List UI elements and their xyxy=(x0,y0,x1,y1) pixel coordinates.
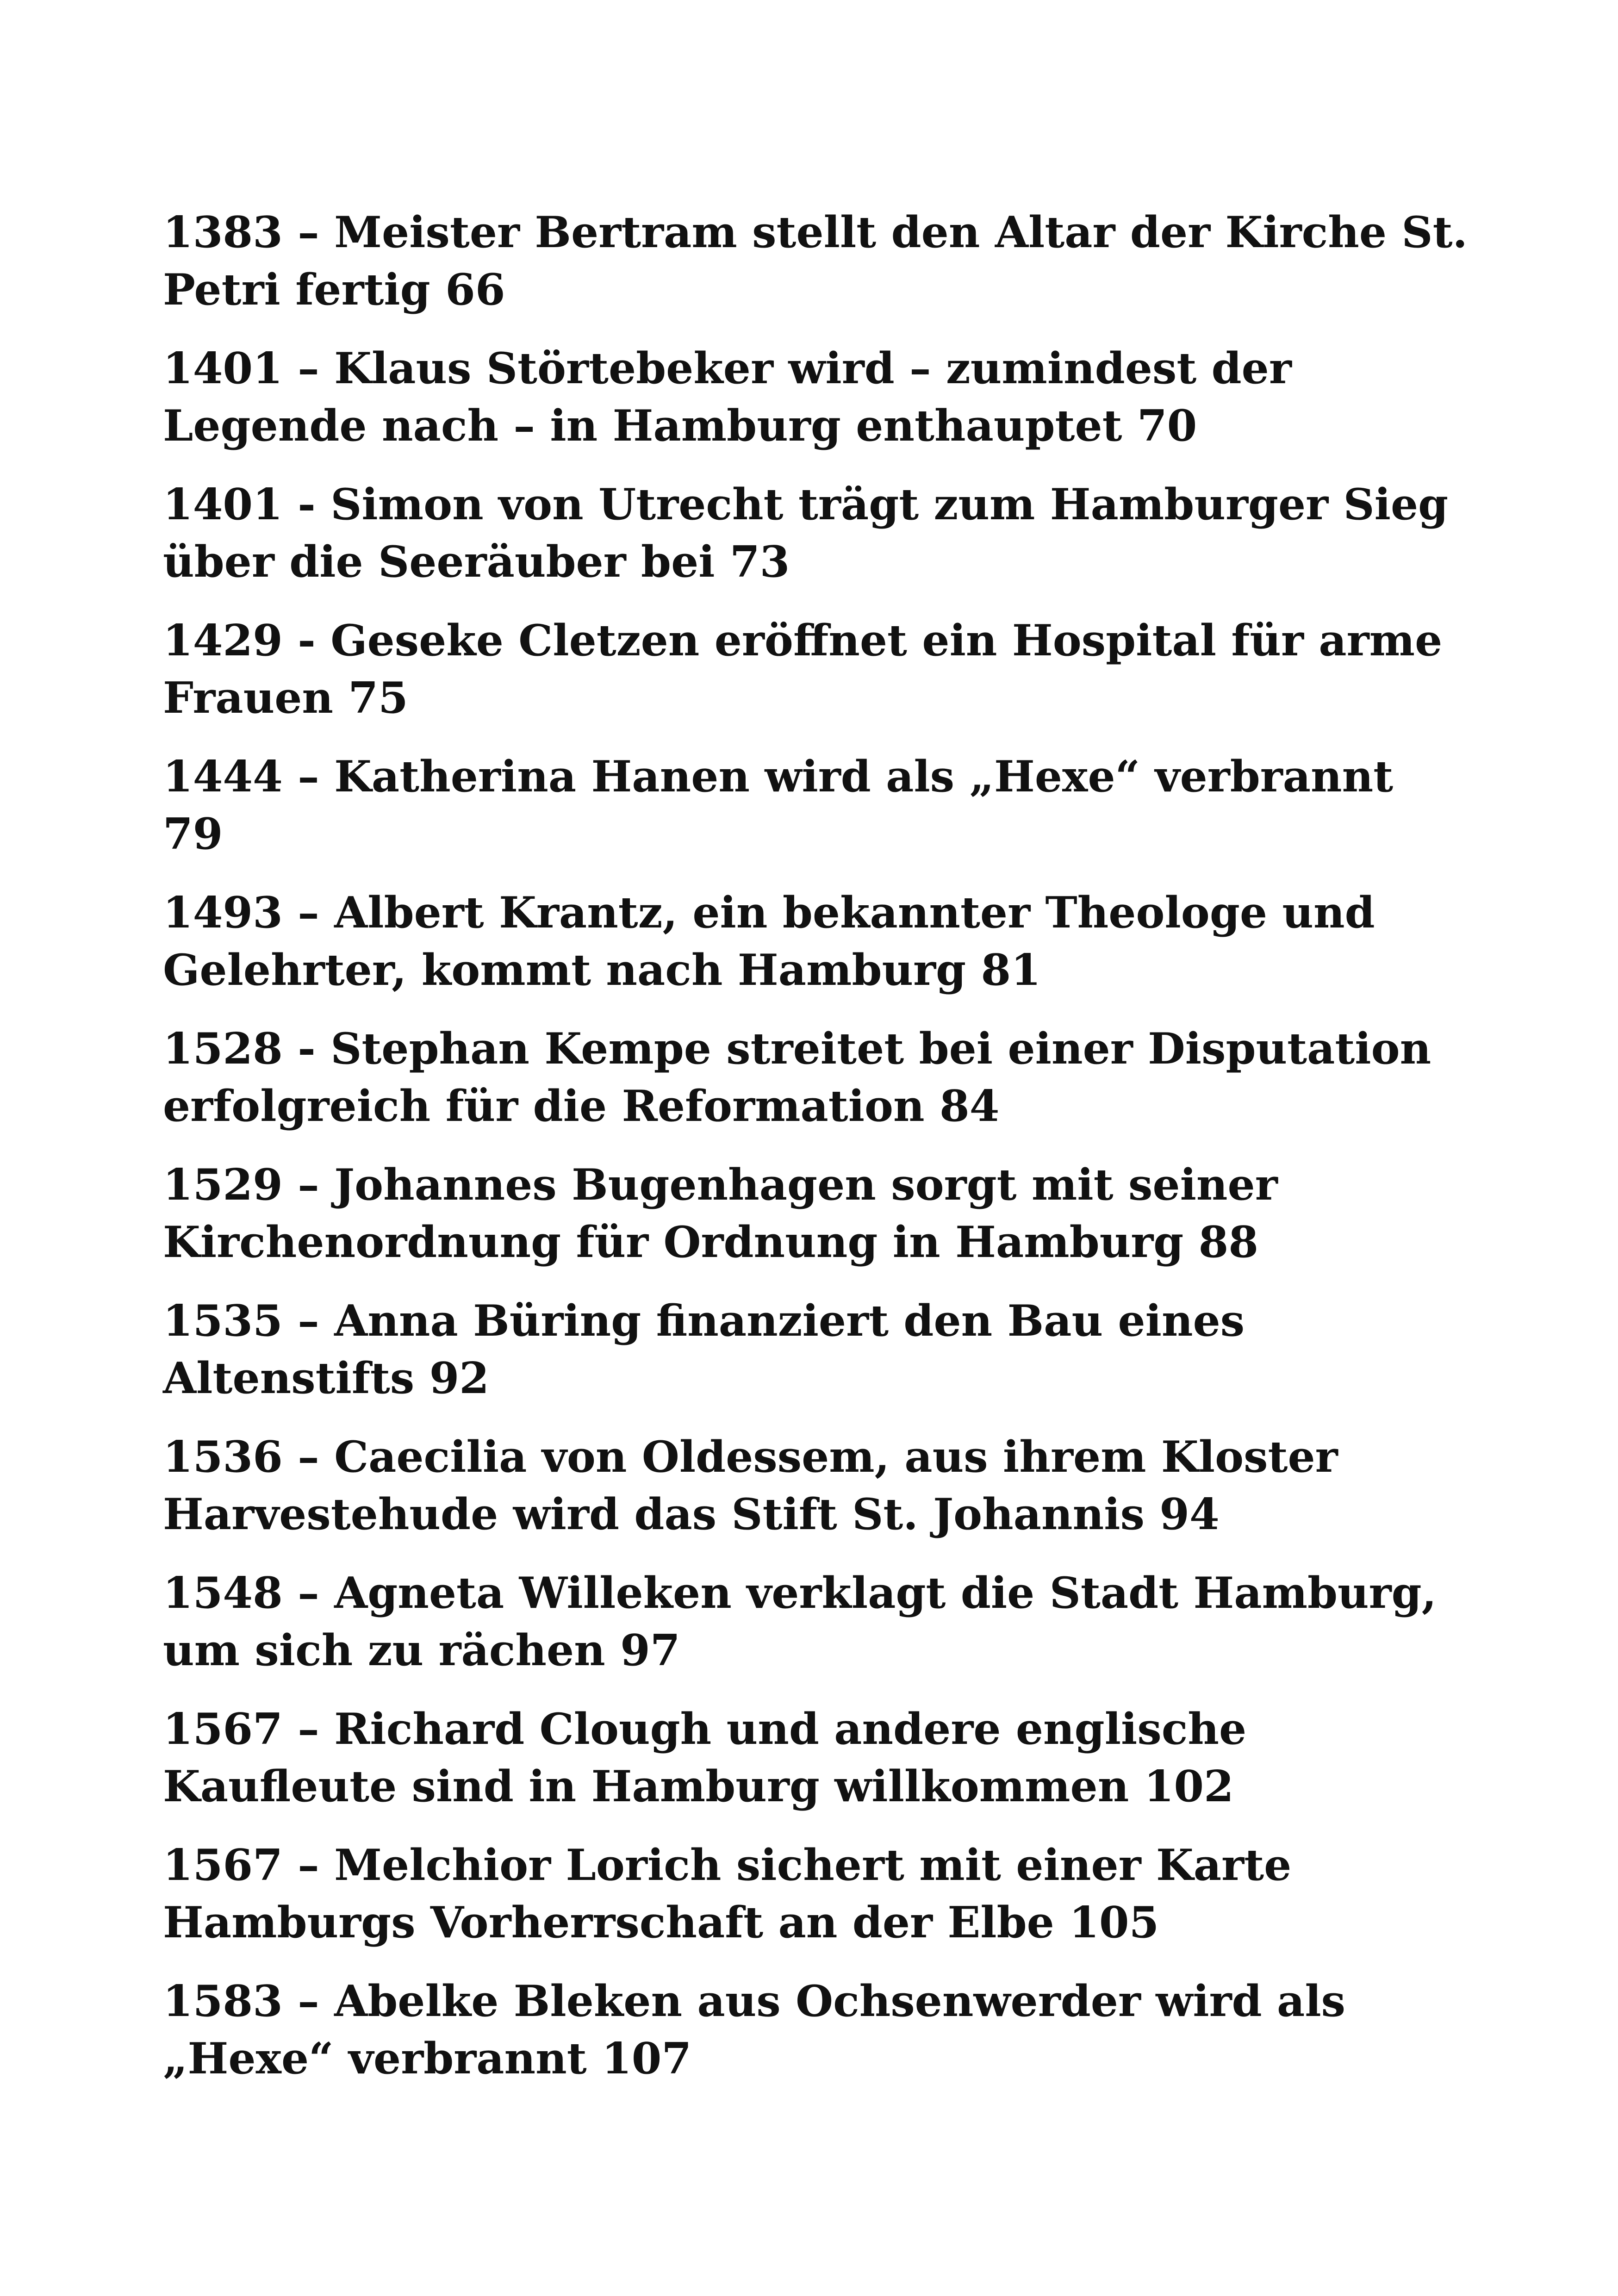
toc-entry-1535-buering: 1535 – Anna Büring finanziert den Bau eines Altenstifts 92 xyxy=(163,1295,1245,1403)
toc-entry-1536-oldessem: 1536 – Caecilia von Oldessem, aus ihrem Kloster Harvestehude wird das Stift St. Johannis 94 xyxy=(163,1431,1338,1539)
toc-entry-1567-clough: 1567 – Richard Clough und andere englische Kaufleute sind in Hamburg willkommen 102 xyxy=(163,1704,1247,1811)
toc-entry-1567-lorich: 1567 – Melchior Lorich sichert mit einer Karte Hamburgs Vorherrschaft an der Elbe 105 xyxy=(163,1840,1292,1948)
toc-entry-1429-cletzen: 1429 - Geseke Cletzen eröffnet ein Hospital für arme Frauen 75 xyxy=(163,615,1443,723)
table-of-contents xyxy=(163,204,1468,2109)
toc-entry-1528-kempe: 1528 - Stephan Kempe streitet bei einer Disputation erfolgreich für die Reformation 84 xyxy=(163,1023,1431,1131)
toc-entry-1401-stoertebeker: 1401 – Klaus Störtebeker wird – zumindest der Legende nach – in Hamburg enthauptet 70 xyxy=(163,343,1292,451)
toc-entry-1583-bleken: 1583 – Abelke Bleken aus Ochsenwerder wird als „Hexe“ verbrannt 107 xyxy=(163,1976,1346,2084)
toc-entry-1401-utrecht: 1401 - Simon von Utrecht trägt zum Hamburger Sieg über die Seeräuber bei 73 xyxy=(163,479,1449,587)
toc-entry-1383-bertram: 1383 – Meister Bertram stellt den Altar der Kirche St. Petri fertig 66 xyxy=(163,207,1468,315)
toc-entry-1529-bugenhagen: 1529 – Johannes Bugenhagen sorgt mit seiner Kirchenordnung für Ordnung in Hamburg 88 xyxy=(163,1159,1278,1267)
toc-entry-1493-krantz: 1493 – Albert Krantz, ein bekannter Theologe und Gelehrter, kommt nach Hamburg 81 xyxy=(163,887,1375,995)
toc-entry-1548-willeken: 1548 – Agneta Willeken verklagt die Stadt Hamburg, um sich zu rächen 97 xyxy=(163,1568,1437,1675)
toc-entry-1444-hanen: 1444 – Katherina Hanen wird als „Hexe“ verbrannt 79 xyxy=(163,751,1394,859)
